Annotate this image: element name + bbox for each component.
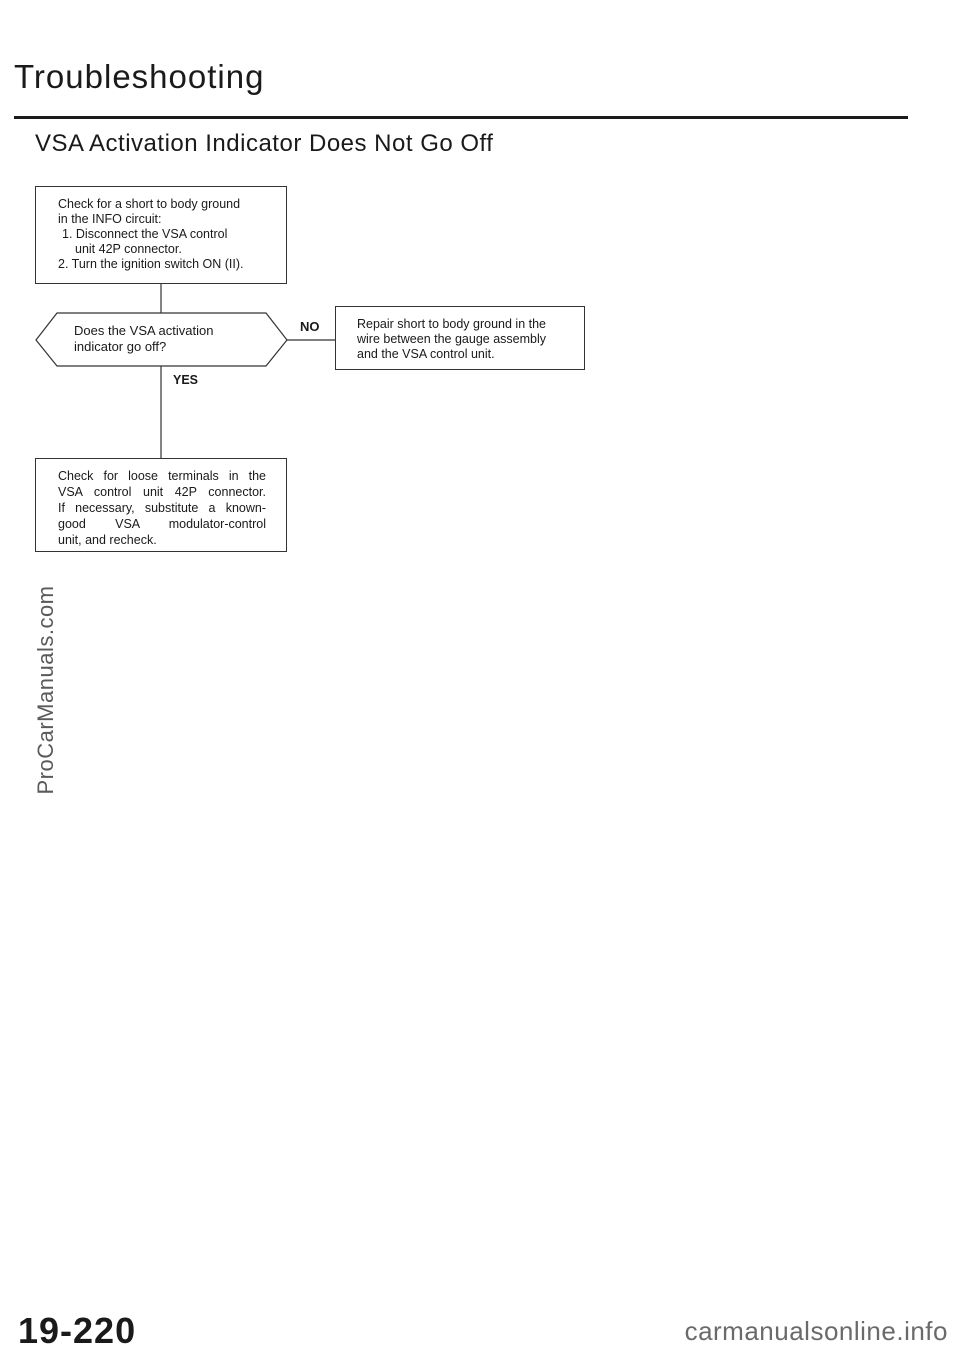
side-watermark: ProCarManuals.com bbox=[33, 585, 58, 795]
check-short-step-1-cont: unit 42P connector. bbox=[75, 242, 182, 256]
no-label: NO bbox=[300, 319, 320, 334]
decision-line-1: Does the VSA activation bbox=[74, 323, 214, 338]
bottom-watermark: carmanualsonline.info bbox=[684, 1316, 948, 1346]
page-number: 19-220 bbox=[18, 1310, 137, 1351]
decision-line-2: indicator go off? bbox=[74, 339, 167, 354]
page-header: Troubleshooting bbox=[14, 58, 265, 95]
check-short-line-2: in the INFO circuit: bbox=[58, 212, 162, 226]
check-loose-line-5: unit, and recheck. bbox=[58, 533, 157, 547]
repair-line-2: wire between the gauge assembly bbox=[357, 332, 547, 346]
section-title: VSA Activation Indicator Does Not Go Off bbox=[35, 130, 494, 157]
repair-line-1: Repair short to body ground in the bbox=[357, 317, 547, 331]
check-short-line-1: Check for a short to body ground bbox=[58, 197, 241, 211]
repair-line-3: and the VSA control unit. bbox=[357, 347, 495, 361]
check-loose-line-2: VSA control unit 42P connector. bbox=[58, 485, 266, 499]
check-short-box bbox=[35, 186, 287, 284]
check-loose-line-3: If necessary, substitute a known- bbox=[58, 501, 266, 515]
check-loose-line-4: good VSA modulator-control bbox=[58, 517, 266, 531]
decision-text bbox=[74, 323, 213, 355]
yes-label: YES bbox=[173, 373, 199, 387]
check-loose-box bbox=[35, 458, 287, 552]
check-short-step-1: 1. Disconnect the VSA control bbox=[62, 227, 228, 241]
check-short-step-2: 2. Turn the ignition switch ON (II). bbox=[58, 257, 244, 271]
check-loose-line-1: Check for loose terminals in the bbox=[58, 469, 266, 483]
repair-box bbox=[335, 306, 585, 370]
